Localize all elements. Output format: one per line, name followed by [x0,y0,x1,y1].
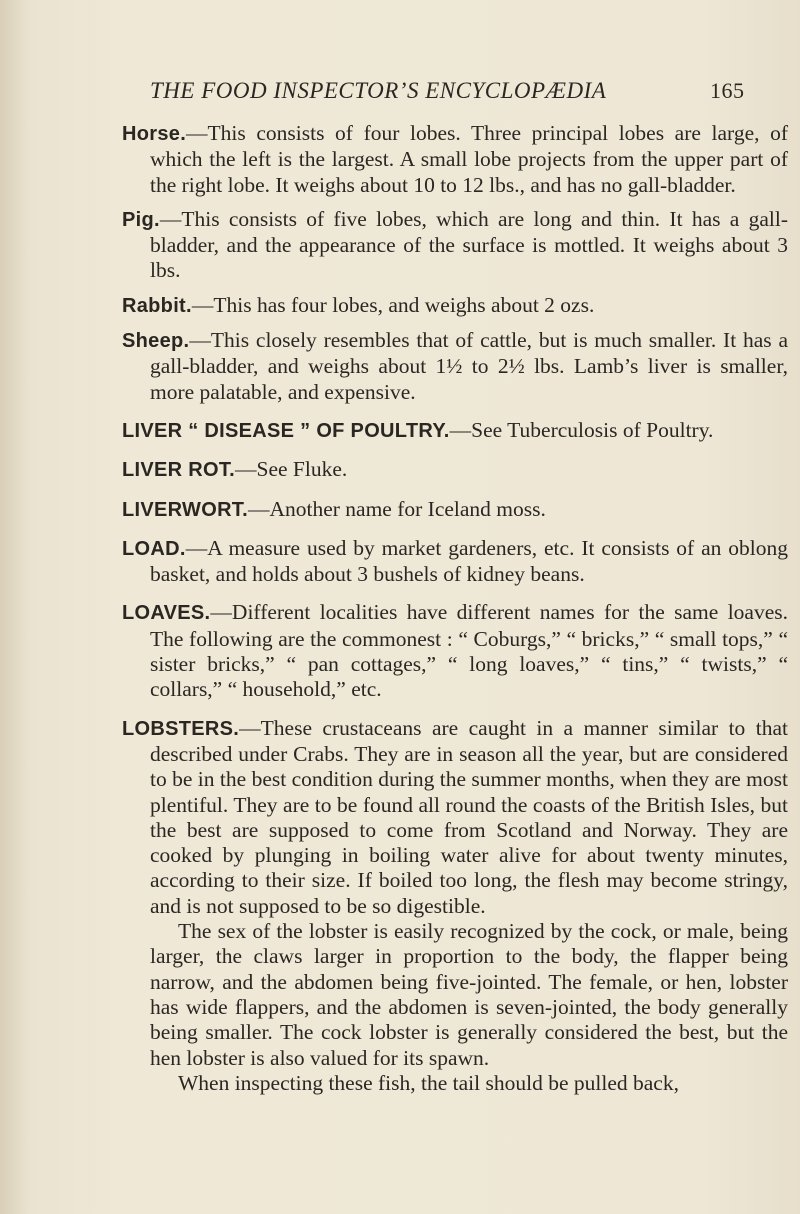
entry-text: —Another name for Iceland moss. [247,496,546,521]
entry-text: —A measure used by market gardeners, etc. It consists of an oblong basket, and holds about 3 bushels of kidney beans. [150,535,788,587]
entry-sheep [122,328,788,405]
entry-text: —See Tuberculosis of Poultry. [449,417,714,442]
entry-text: —See Fluke. [235,457,348,482]
page-body [122,121,788,1096]
entry-term: LOBSTERS. [122,717,240,740]
entry-term: Horse. [122,123,187,145]
entry-horse [122,121,788,198]
entry-term: Rabbit. [122,294,192,317]
entry-term: Sheep. [122,330,190,353]
entry-load [122,536,788,588]
entry-liver-rot [122,457,788,483]
running-header [150,78,780,104]
entry-loaves [122,600,788,702]
entry-pig [122,207,788,284]
entry-text: —This closely resembles that of cattle, but is much smaller. It has a gall-bladder, and weighs about 1½ to 2½ lbs. Lamb’s liver is smaller, more palatable, and expensive. [150,328,788,404]
entry-term: LIVER ROT. [122,459,236,482]
entry-rabbit [122,293,788,319]
entry-term: LOAVES. [122,602,211,625]
entry-term: LIVERWORT. [122,498,248,521]
entry-liver-disease-poultry [122,418,788,444]
entry-term: Pig. [122,208,160,231]
entry-lobsters [122,716,788,919]
entry-text: —These crustaceans are caught in a manner similar to that described under Crabs. They are in season all the year, but are considered to be in the best condition during the summer months, when they are most plentiful. They are to be found all round the coasts of the British Isles, but the best are supposed to come from Scotland and Norway. They are cooked by plunging in boiling water alive for about twenty minutes, according to their size. If boiled too long, the flesh may become stringy, and is not supposed to be so digestible. [150,715,788,918]
entry-text: —This consists of five lobes, which are long and thin. It has a gall-bladder, and the appearance of the surface is mottled. It weighs about 3 lbs. [150,206,788,283]
entry-term: LOAD. [122,537,186,560]
entry-text: —Different localities have different names for the same loaves. The following are the commonest : “ Coburgs,” “ bricks,” “ small tops,” “ sister bricks,” “ pan cottages,” “ long loaves,” “ tins,” “ twists,” “ collars,” “ household,” etc. [150,600,788,702]
lobster-paragraph-inspection: When inspecting these fish, the tail should be pulled back, [178,1070,679,1095]
lobster-paragraph-sex: The sex of the lobster is easily recognized by the cock, or male, being larger, the claws larger in proportion to the body, the flapper being narrow, and the abdomen being five-jointed. The female, or hen, lobster has wide flappers, and the abdomen is seven-jointed, the body generally being smaller. The cock lobster is generally considered the best, but the hen lobster is also valued for its spawn. [150,919,788,1070]
page-number: 165 [710,78,745,103]
entry-text: —This consists of four lobes. Three principal lobes are large, of which the left is the largest. A small lobe projects from the upper part of the right lobe. It weighs about 10 to 12 lbs., and has no gall-bladder. [150,121,788,197]
entry-liverwort [122,497,788,523]
entry-text: —This has four lobes, and weighs about 2 ozs. [191,292,595,317]
entry-term: LIVER “ DISEASE ” OF POULTRY. [122,419,450,442]
running-title: THE FOOD INSPECTOR’S ENCYCLOPÆDIA [150,78,607,103]
